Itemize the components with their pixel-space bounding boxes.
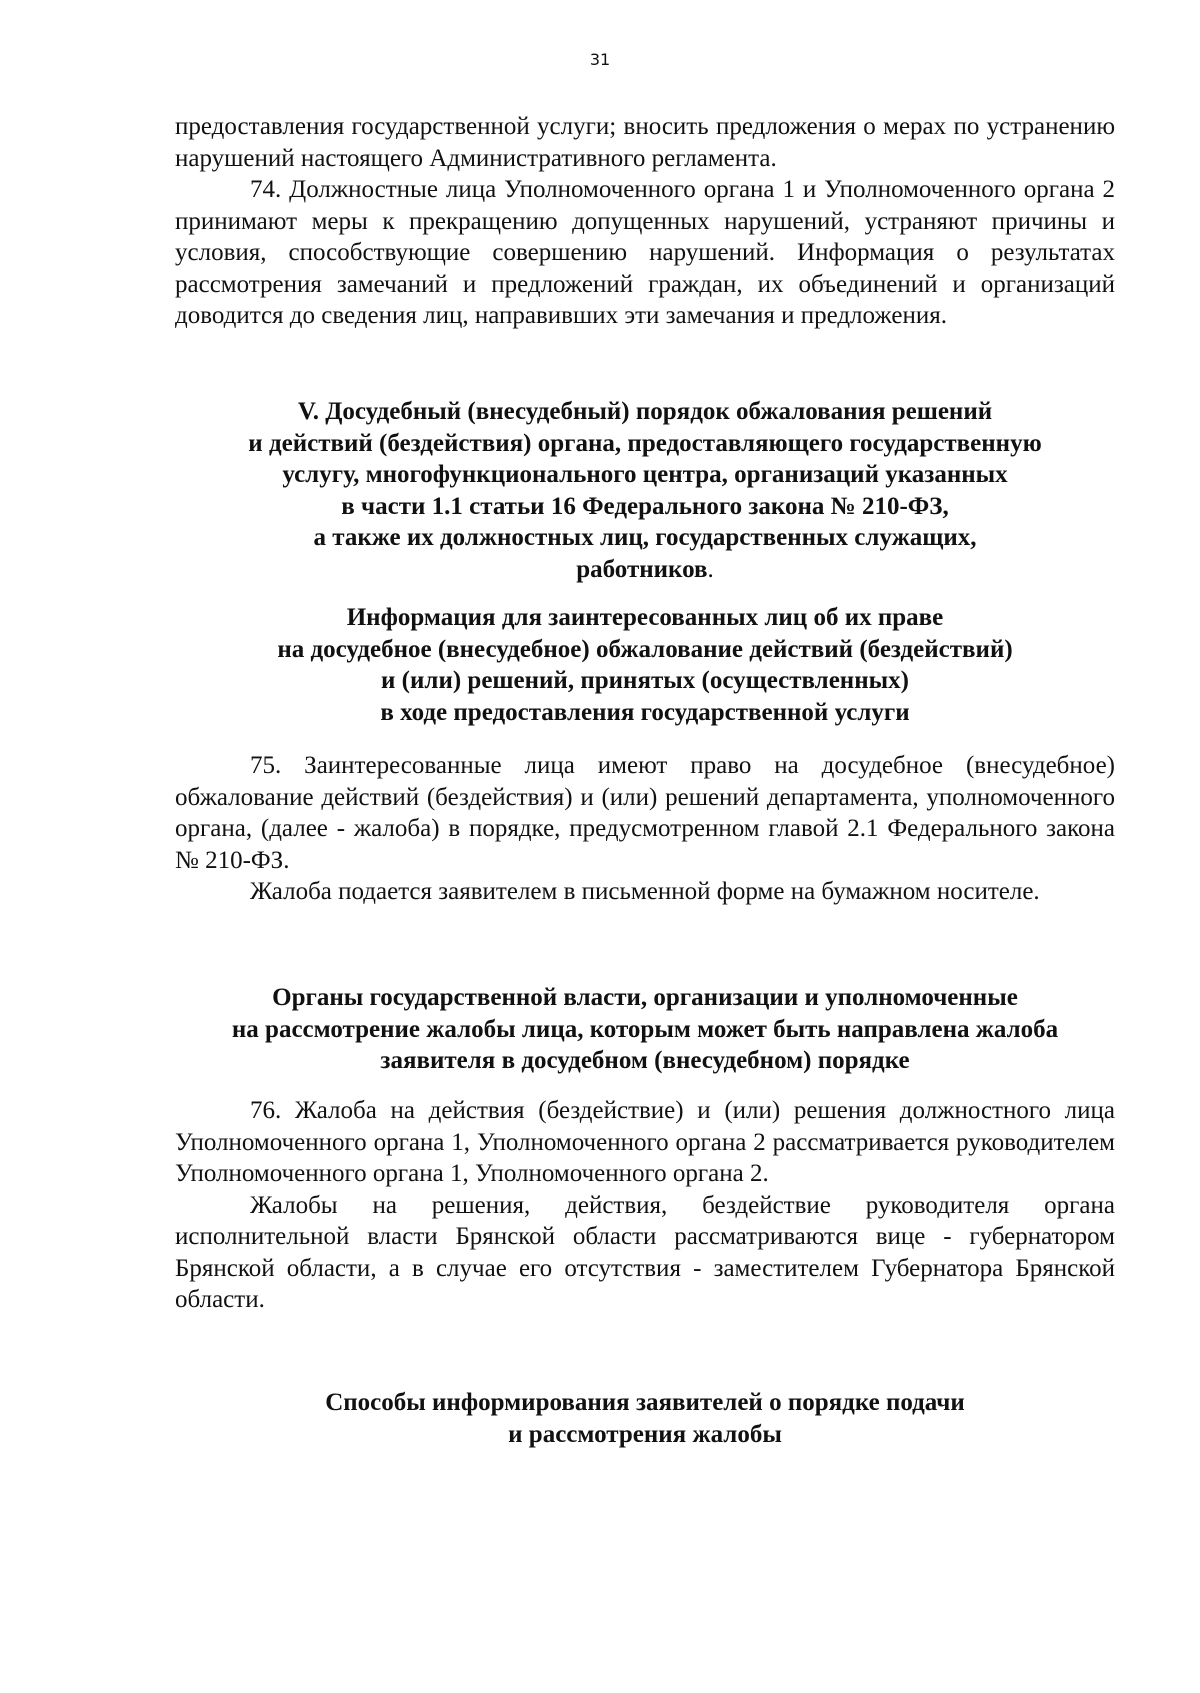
heading-line: и рассмотрения жалобы bbox=[508, 1420, 782, 1448]
text-block-3 bbox=[175, 1095, 1115, 1316]
heading-line: и (или) решений, принятых (осуществленных) bbox=[381, 667, 909, 694]
page-number: 31 bbox=[589, 50, 611, 69]
heading-line: в части 1.1 статьи 16 Федерального закона № 210-ФЗ, bbox=[341, 492, 949, 520]
heading-line-text: работников bbox=[576, 555, 708, 583]
paragraph-continuation: предоставления государственной услуги; вносить предложения о мерах по устранению нарушений настоящего Административного регламента. bbox=[175, 113, 1115, 172]
organs-heading bbox=[140, 982, 1150, 1077]
paragraph-76-governor: Жалобы на решения, действия, бездействие руководителя органа исполнительной власти Брянской области рассматриваются вице - губернатором Брянской области, а в случае его отсутствия - заместителем Губернатора Брянской области. bbox=[175, 1191, 1115, 1313]
info-heading bbox=[140, 602, 1150, 728]
paragraph-75-complaint-form: Жалоба подается заявителем в письменной форме на бумажном носителе. bbox=[250, 878, 1040, 905]
text-block-1 bbox=[175, 111, 1115, 332]
heading-line: V. Досудебный (внесудебный) порядок обжалования решений bbox=[297, 398, 993, 425]
heading-line-last bbox=[140, 554, 1150, 586]
heading-line: Органы государственной власти, организации и уполномоченные bbox=[272, 984, 1018, 1011]
heading-line: услугу, многофункционального центра, организаций указанных bbox=[282, 461, 1008, 488]
heading-line: на рассмотрение жалобы лица, которым может быть направлена жалоба bbox=[231, 1015, 1059, 1043]
heading-line: в ходе предоставления государственной услуги bbox=[380, 698, 910, 726]
heading-line: Информация для заинтересованных лиц об их праве bbox=[346, 604, 944, 631]
heading-line: и действий (бездействия) органа, предоставляющего государственную bbox=[248, 429, 1042, 457]
heading-line: заявителя в досудебном (внесудебном) порядке bbox=[380, 1047, 910, 1074]
heading-line: а также их должностных лиц, государственных служащих, bbox=[313, 524, 977, 551]
heading-line: Способы информирования заявителей о порядке подачи bbox=[325, 1389, 965, 1416]
section-v-heading bbox=[140, 396, 1150, 585]
text-block-2 bbox=[175, 750, 1115, 908]
paragraph-76: 76. Жалоба на действия (бездействие) и (или) решения должностного лица Уполномоченного органа 1, Уполномоченного органа 2 рассматривается руководителем Уполномоченного органа 1, Уполномоченного органа 2. bbox=[175, 1097, 1115, 1187]
paragraph-74: 74. Должностные лица Уполномоченного органа 1 и Уполномоченного органа 2 принимают меры к прекращению допущенных нарушений, устраняют причины и условия, способствующие совершению нарушений. Информация о результатах рассмотрения замечаний и предложений граждан, их объединений и организаций доводится до сведения лиц, направивших эти замечания и предложения. bbox=[175, 176, 1115, 329]
paragraph-75: 75. Заинтересованные лица имеют право на досудебное (внесудебное) обжалование действий (бездействия) и (или) решений департамента, уполномоченного органа, (далее - жалоба) в порядке, предусмотренном главой 2.1 Федерального закона № 210-ФЗ. bbox=[175, 752, 1115, 874]
ways-heading bbox=[140, 1387, 1150, 1450]
heading-line: на досудебное (внесудебное) обжалование действий (бездействий) bbox=[277, 635, 1013, 663]
heading-trailing-dot: . bbox=[707, 555, 714, 583]
